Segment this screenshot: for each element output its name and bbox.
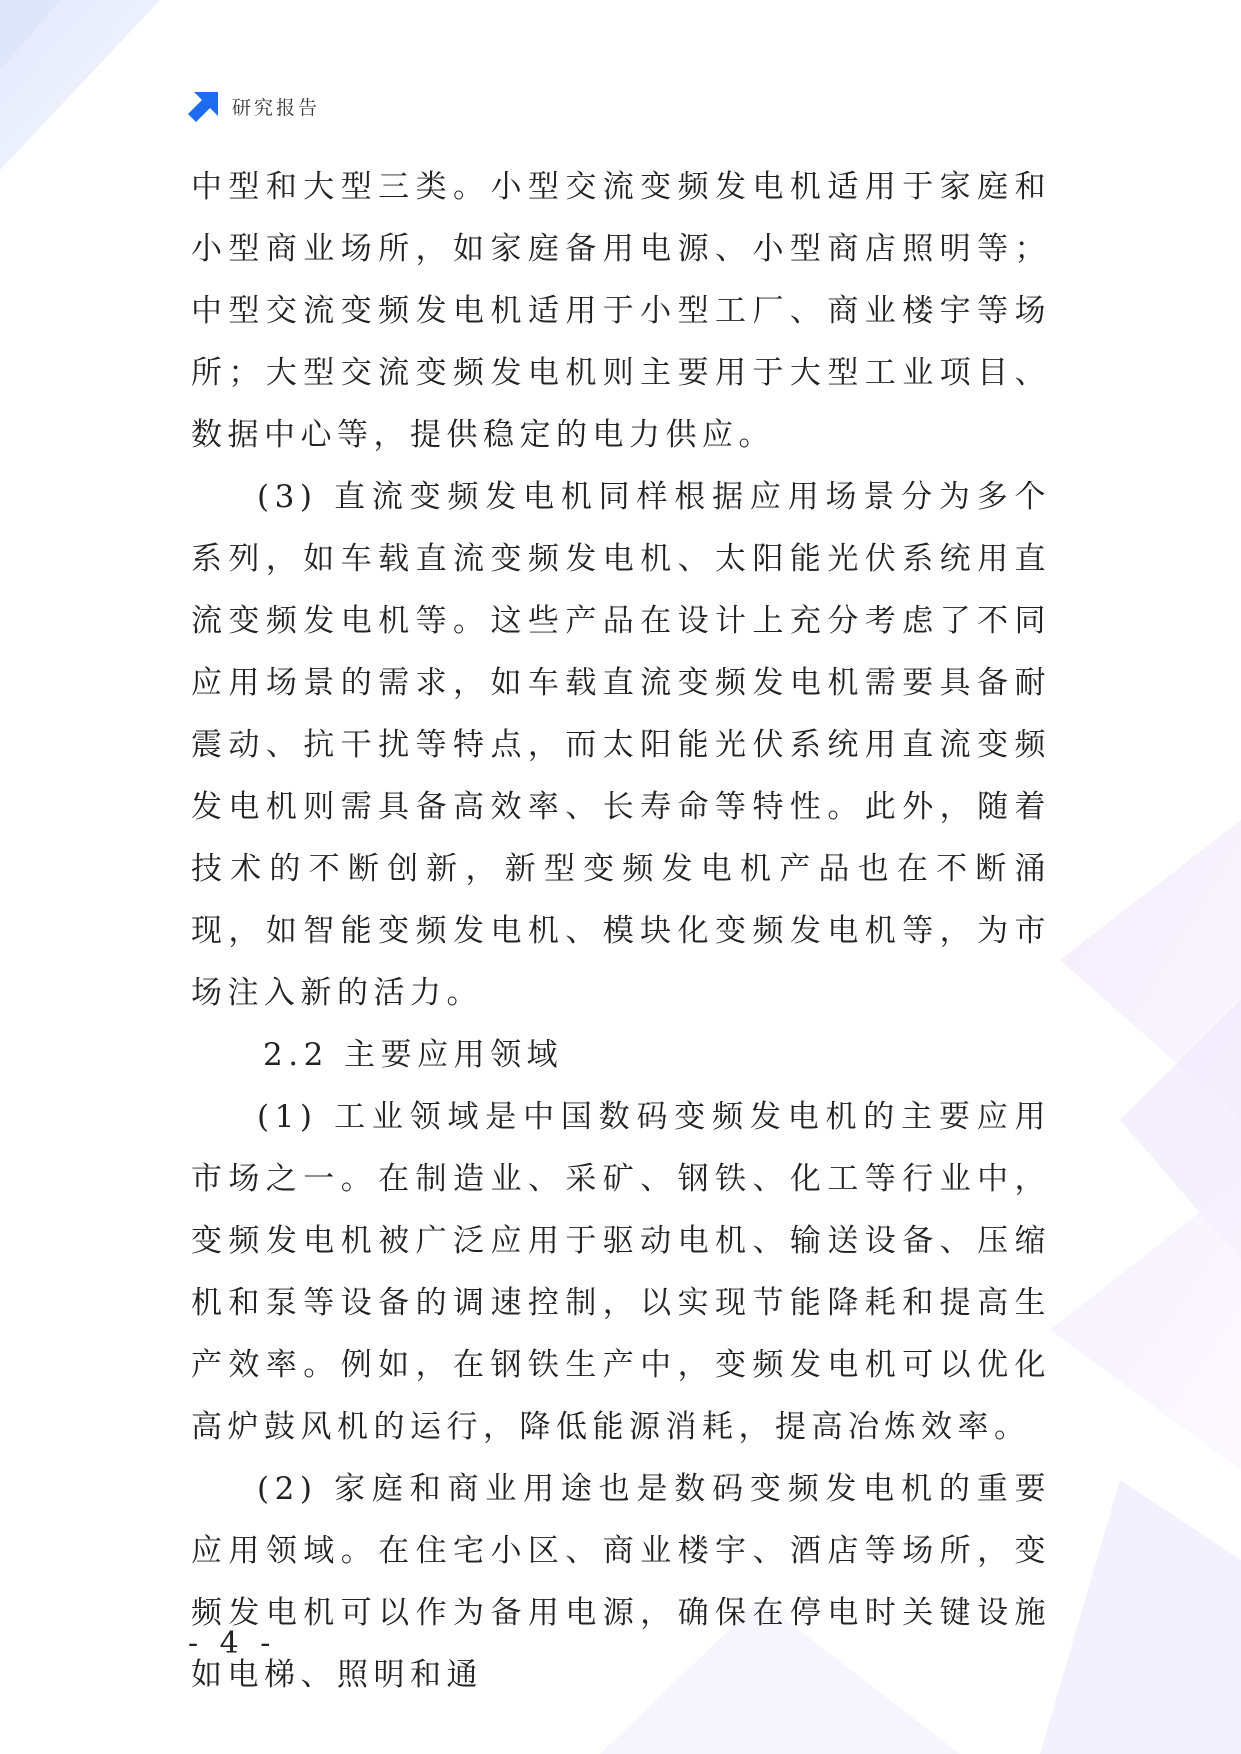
paragraph-dc-generators: (3) 直流变频发电机同样根据应用场景分为多个系列，如车载直流变频发电机、太阳能光伏系统用直流变频发电机等。这些产品在设计上充分考虑了不同应用场景的需求，如车载直流变频发电机需要具备耐震动、抗干扰等特点，而太阳能光伏系统用直流变频发电机则需具备高效率、长寿命等特性。此外，随着技术的不断创新，新型变频发电机产品也在不断涌现，如智能变频发电机、模块化变频发电机等，为市场注入新的活力。 [191,479,1051,1011]
header-title: 研究报告 [232,96,321,119]
paragraph-continued: 中型和大型三类。小型交流变频发电机适用于家庭和小型商业场所，如家庭备用电源、小型商店照明等；中型交流变频发电机适用于小型工厂、商业楼宇等场所；大型交流变频发电机则主要用于大型工业项目、数据中心等，提供稳定的电力供应。 [191,169,1051,453]
paragraph-industrial: (1) 工业领域是中国数码变频发电机的主要应用市场之一。在制造业、采矿、钢铁、化工等行业中，变频发电机被广泛应用于驱动电机、输送设备、压缩机和泵等设备的调速控制，以实现节能降耗和提高生产效率。例如，在钢铁生产中，变频发电机可以优化高炉鼓风机的运行，降低能源消耗，提高冶炼效率。 [191,1099,1051,1445]
section-heading: 2.2 主要应用领域 [263,1037,564,1073]
arrow-up-right-icon [188,90,220,122]
paragraph-home-commercial: (2) 家庭和商业用途也是数码变频发电机的重要应用领域。在住宅小区、商业楼宇、酒店等场所，变频发电机可以作为备用电源，确保在停电时关键设施如电梯、照明和通 [191,1471,1051,1693]
report-header [188,90,320,122]
page-number: - 4 - [188,1626,277,1661]
document-body [191,156,1051,1706]
